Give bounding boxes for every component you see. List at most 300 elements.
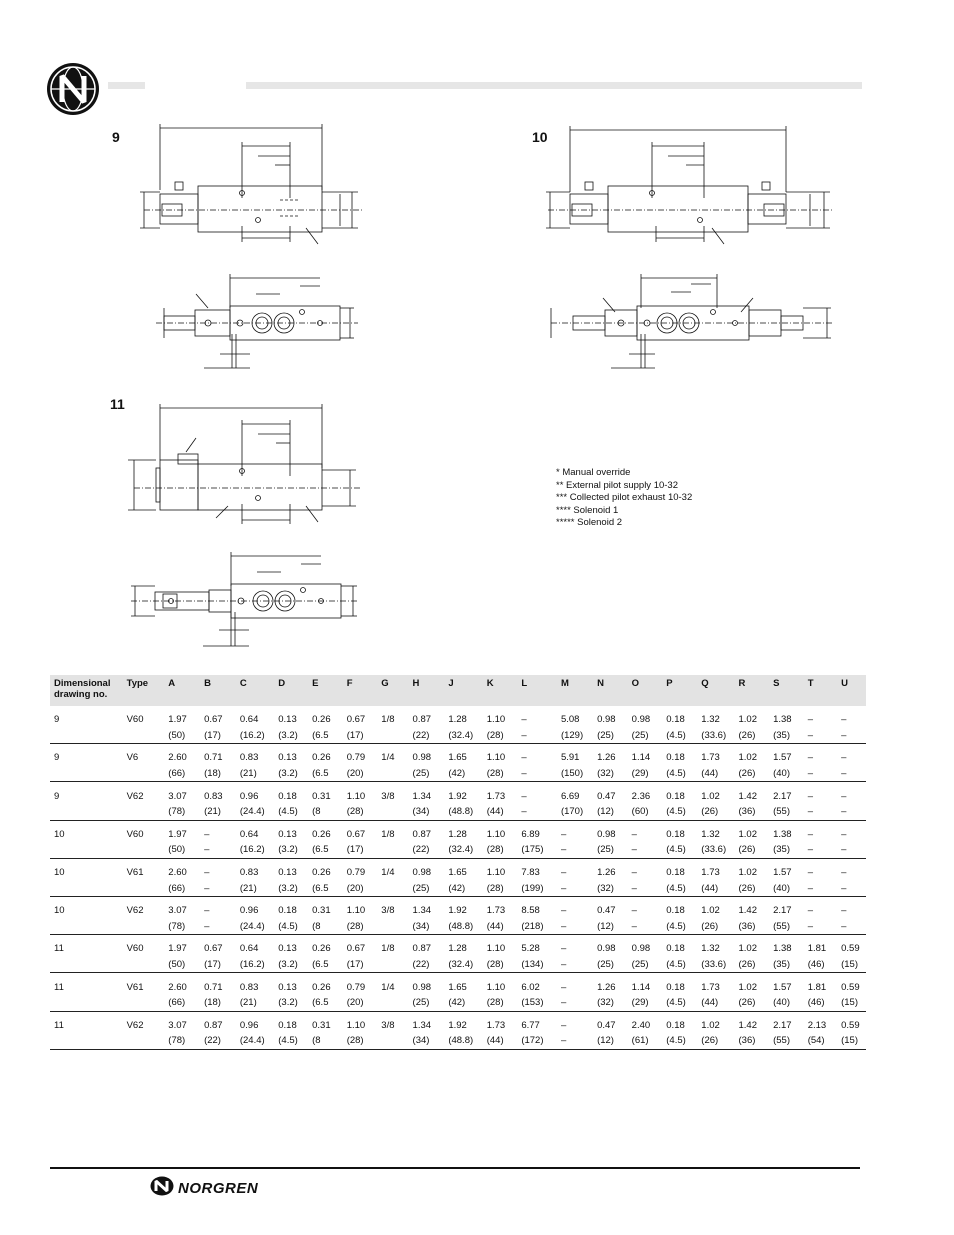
table-cell: 1/4 (381, 981, 395, 993)
table-cell: 1.92 (448, 790, 467, 802)
table-cell: 1.02 (701, 905, 720, 917)
table-cell: 0.67 (204, 943, 223, 955)
table-cell: 1.28 (448, 943, 467, 955)
table-cell: – (521, 790, 527, 802)
table-cell: 1.73 (701, 981, 720, 993)
table-cell: (22) (409, 957, 445, 973)
table-cell: V60 (126, 714, 144, 726)
table-cell: (25) (593, 957, 628, 973)
table-cell: (78) (164, 919, 200, 935)
table-cell: – (557, 919, 593, 935)
table-cell (50, 1033, 123, 1049)
table-cell: 0.71 (204, 981, 223, 993)
table-cell: – (841, 905, 847, 917)
table-cell: 10 (54, 905, 65, 917)
table-cell: – (560, 943, 567, 955)
table-cell: 0.87 (204, 1019, 223, 1031)
table-cell: 0.98 (597, 828, 616, 840)
table-cell: (28) (343, 804, 378, 820)
table-cell: (22) (409, 728, 445, 744)
table-cell: (44) (483, 804, 518, 820)
table-cell: – (628, 880, 663, 896)
table-cell: – (804, 728, 837, 744)
table-cell: (44) (697, 880, 734, 896)
table-cell: – (804, 842, 837, 858)
table-cell: 1.65 (448, 867, 467, 879)
table-cell: (60) (628, 804, 663, 820)
table-cell: (28) (343, 1033, 378, 1049)
table-cell: 0.13 (278, 867, 297, 879)
table-cell: (55) (769, 1033, 804, 1049)
table-cell: 0.26 (312, 867, 331, 879)
table-cell: (26) (735, 728, 770, 744)
table-cell: – (841, 752, 847, 764)
table-cell: 0.18 (666, 790, 685, 802)
table-cell: 1.81 (807, 943, 827, 955)
drawing-11-top-view (125, 550, 365, 650)
table-cell (123, 995, 165, 1011)
table-cell: V62 (126, 905, 144, 917)
table-cell: (66) (164, 880, 200, 896)
table-cell: 1.26 (597, 981, 616, 993)
table-cell: 1/8 (381, 714, 395, 726)
table-cell: 0.18 (666, 905, 685, 917)
table-cell (123, 1033, 165, 1049)
table-cell: 0.13 (278, 981, 297, 993)
table-cell: – (204, 905, 210, 917)
table-cell: – (521, 752, 527, 764)
table-cell: (54) (804, 1033, 837, 1049)
table-cell: (26) (735, 766, 770, 782)
table-cell: 1.02 (738, 867, 757, 879)
table-cell: 0.26 (312, 828, 331, 840)
table-cell: (33.6) (697, 957, 734, 973)
table-cell: (36) (735, 1033, 770, 1049)
table-cell: V62 (126, 1019, 144, 1031)
table-row (50, 744, 866, 766)
table-row-metric (50, 842, 866, 858)
table-cell: (3.2) (274, 880, 308, 896)
table-cell: (24.4) (236, 919, 274, 935)
table-cell: (8 (308, 919, 343, 935)
table-cell: 1.02 (738, 943, 757, 955)
table-cell: 1.10 (486, 752, 506, 764)
table-cell: 9 (54, 790, 60, 802)
table-cell: 6.02 (521, 981, 540, 993)
table-cell: (16.2) (236, 842, 274, 858)
table-cell: (199) (517, 880, 557, 896)
table-cell: 6.69 (560, 790, 580, 802)
table-cell (123, 919, 165, 935)
table-cell (377, 880, 408, 896)
table-cell (50, 804, 123, 820)
table-cell: (44) (697, 995, 734, 1011)
table-cell: (40) (769, 995, 804, 1011)
table-cell: (36) (735, 919, 770, 935)
table-cell: – (631, 867, 637, 879)
table-cell: 1.32 (701, 828, 720, 840)
table-cell: (26) (697, 919, 734, 935)
table-cell: (25) (409, 880, 445, 896)
table-cell: 11 (54, 1019, 64, 1031)
table-cell: (28) (483, 728, 518, 744)
table-cell: 0.79 (346, 752, 366, 764)
table-cell: (15) (837, 957, 866, 973)
table-cell: (150) (557, 766, 593, 782)
table-cell: (4.5) (662, 880, 697, 896)
table-cell: 1.10 (486, 714, 506, 726)
table-cell: 0.26 (312, 714, 331, 726)
table-cell: 0.31 (312, 905, 331, 917)
table-cell (123, 842, 165, 858)
table-cell: 0.18 (278, 905, 297, 917)
table-cell: 8.58 (521, 905, 540, 917)
table-cell: (42) (444, 880, 482, 896)
legend-notes (556, 467, 692, 530)
table-cell: – (560, 981, 567, 993)
table-cell: (21) (236, 995, 274, 1011)
table-cell: – (557, 880, 593, 896)
table-cell: – (557, 1033, 593, 1049)
table-cell: (40) (769, 766, 804, 782)
table-cell: 0.59 (841, 1019, 860, 1031)
table-cell: (25) (593, 842, 628, 858)
table-cell: (4.5) (274, 804, 308, 820)
table-cell: – (517, 804, 557, 820)
table-cell: 1.28 (448, 714, 467, 726)
table-cell: (170) (557, 804, 593, 820)
footer-rule (50, 1167, 860, 1169)
note-collected-pilot-exhaust: *** Collected pilot exhaust 10-32 (556, 492, 693, 504)
table-cell: – (804, 766, 837, 782)
table-cell: (42) (444, 766, 482, 782)
table-cell: (34) (409, 1033, 445, 1049)
table-cell: (4.5) (662, 1033, 697, 1049)
table-cell: 1.73 (701, 867, 720, 879)
table-cell: (26) (697, 804, 734, 820)
table-cell: 0.13 (278, 752, 297, 764)
table-body (50, 706, 866, 1049)
column-header: N (593, 675, 628, 706)
table-cell: (4.5) (274, 1033, 308, 1049)
table-cell: (26) (697, 1033, 734, 1049)
table-cell (123, 766, 165, 782)
table-cell: 5.08 (560, 714, 580, 726)
table-cell: 0.83 (204, 790, 223, 802)
table-cell: 1.42 (738, 905, 757, 917)
table-cell: (28) (483, 766, 518, 782)
table-cell: – (557, 995, 593, 1011)
table-cell: – (837, 880, 866, 896)
table-cell: (25) (409, 995, 445, 1011)
table-cell: (24.4) (236, 1033, 274, 1049)
table-cell: 3/8 (381, 905, 395, 917)
table-cell (50, 995, 123, 1011)
table-cell: 1.57 (773, 867, 792, 879)
column-header: D (274, 675, 308, 706)
table-cell (377, 957, 408, 973)
table-cell (123, 728, 165, 744)
table-cell: 0.47 (597, 1019, 616, 1031)
table-cell: 0.96 (239, 790, 259, 802)
table-cell: (25) (593, 728, 628, 744)
table-cell: (48.8) (444, 804, 482, 820)
table-cell: 0.98 (412, 867, 432, 879)
table-cell: (6.5 (308, 728, 343, 744)
figure-number-10: 10 (532, 129, 548, 145)
table-cell: (4.5) (662, 957, 697, 973)
table-cell: – (807, 905, 813, 917)
table-cell: 0.96 (239, 905, 259, 917)
table-cell: 1.34 (412, 905, 432, 917)
table-cell: (32) (593, 880, 628, 896)
table-cell: 5.91 (560, 752, 580, 764)
table-cell: (28) (483, 957, 518, 973)
table-row (50, 706, 866, 728)
table-cell: 0.83 (239, 867, 259, 879)
table-cell: (4.5) (274, 919, 308, 935)
table-cell: 0.18 (666, 752, 685, 764)
table-cell: 3/8 (381, 1019, 395, 1031)
table-cell (50, 728, 123, 744)
table-cell: (32.4) (444, 728, 482, 744)
table-row (50, 1011, 866, 1033)
table-cell: (3.2) (274, 766, 308, 782)
figure-number-9: 9 (112, 129, 120, 145)
table-cell: (35) (769, 957, 804, 973)
table-cell: 2.60 (168, 981, 187, 993)
table-cell: 7.83 (521, 867, 540, 879)
column-header: Type (123, 675, 165, 706)
table-cell: 1.97 (168, 943, 187, 955)
table-cell: 1.10 (486, 867, 506, 879)
table-cell: (50) (164, 728, 200, 744)
table-cell: – (628, 919, 663, 935)
table-cell: (26) (735, 957, 770, 973)
table-cell: (36) (735, 804, 770, 820)
drawing-10-side-view (540, 120, 840, 250)
table-cell: – (517, 766, 557, 782)
table-cell: (33.6) (697, 842, 734, 858)
table-cell: (32) (593, 766, 628, 782)
table-cell: 1.32 (701, 714, 720, 726)
table-cell: (12) (593, 1033, 628, 1049)
table-cell: 0.79 (346, 981, 366, 993)
column-header: O (628, 675, 663, 706)
table-row-metric (50, 957, 866, 973)
table-cell: 2.17 (773, 1019, 792, 1031)
column-header: S (769, 675, 804, 706)
table-cell: (42) (444, 995, 482, 1011)
table-cell: 1.73 (486, 905, 506, 917)
table-cell: 9 (54, 714, 60, 726)
table-cell: (22) (409, 842, 445, 858)
table-row-metric (50, 995, 866, 1011)
table-cell: (175) (517, 842, 557, 858)
table-cell: 0.64 (239, 943, 259, 955)
column-header: G (377, 675, 408, 706)
table-cell: (172) (517, 1033, 557, 1049)
table-cell: 1.02 (738, 828, 757, 840)
table-cell: 1/4 (381, 752, 395, 764)
table-cell: 0.18 (666, 714, 685, 726)
table-cell: (32.4) (444, 957, 482, 973)
table-cell: – (807, 790, 813, 802)
table-cell: 0.67 (346, 943, 366, 955)
table-cell: (21) (200, 804, 236, 820)
table-cell: (3.2) (274, 995, 308, 1011)
table-cell: – (807, 752, 813, 764)
table-cell: (17) (200, 957, 236, 973)
table-cell: 0.96 (239, 1019, 259, 1031)
table-cell: (17) (343, 957, 378, 973)
table-cell: – (804, 919, 837, 935)
table-cell: 1.38 (773, 714, 792, 726)
table-cell: 3.07 (168, 790, 187, 802)
table-cell: (25) (628, 728, 663, 744)
table-cell: 11 (54, 981, 64, 993)
table-cell: 0.87 (412, 943, 432, 955)
table-cell: 0.98 (597, 943, 616, 955)
table-cell: (34) (409, 919, 445, 935)
table-cell: (35) (769, 842, 804, 858)
table-cell: (15) (837, 1033, 866, 1049)
table-cell: 0.18 (666, 1019, 685, 1031)
table-cell: – (560, 867, 567, 879)
table-cell: – (807, 867, 813, 879)
table-cell: 0.13 (278, 943, 297, 955)
drawing-11-side-view (110, 398, 370, 528)
table-cell: – (837, 766, 866, 782)
column-header: E (308, 675, 343, 706)
table-cell: 1.10 (486, 943, 506, 955)
table-cell: – (560, 1019, 567, 1031)
table-cell: 0.13 (278, 828, 297, 840)
column-header: T (804, 675, 837, 706)
table-cell: (66) (164, 995, 200, 1011)
table-cell: (24.4) (236, 804, 274, 820)
table-cell (50, 842, 123, 858)
table-cell (377, 995, 408, 1011)
table-cell: 0.26 (312, 943, 331, 955)
table-cell (377, 804, 408, 820)
table-cell: 0.79 (346, 867, 366, 879)
table-cell: V61 (126, 981, 144, 993)
table-cell: 2.13 (807, 1019, 827, 1031)
column-header: U (837, 675, 866, 706)
table-cell: (44) (483, 1033, 518, 1049)
table-cell: (15) (837, 995, 866, 1011)
table-cell: (46) (804, 957, 837, 973)
table-cell: 0.71 (204, 752, 223, 764)
table-cell: 1.42 (738, 790, 757, 802)
table-cell: – (200, 880, 236, 896)
table-cell: (12) (593, 804, 628, 820)
table-cell (50, 766, 123, 782)
note-external-pilot-supply: ** External pilot supply 10-32 (556, 479, 678, 491)
table-cell: – (804, 804, 837, 820)
table-cell: 0.18 (666, 867, 685, 879)
column-header: F (343, 675, 378, 706)
table-cell: (48.8) (444, 919, 482, 935)
table-cell: (55) (769, 919, 804, 935)
table-cell: 1/4 (381, 867, 395, 879)
table-cell (377, 766, 408, 782)
table-cell: 11 (54, 943, 64, 955)
table-cell: 1.97 (168, 828, 187, 840)
table-cell: (26) (735, 880, 770, 896)
table-cell: (29) (628, 766, 663, 782)
table-cell: 1.28 (448, 828, 467, 840)
table-cell: 1.73 (486, 1019, 506, 1031)
table-cell: 3.07 (168, 905, 187, 917)
header-bar-left (108, 82, 145, 89)
table-row (50, 973, 866, 995)
table-cell: – (521, 714, 527, 726)
table-cell: (8 (308, 804, 343, 820)
table-cell: 1.38 (773, 943, 792, 955)
table-cell: 1.10 (486, 828, 506, 840)
table-cell: 0.18 (666, 828, 685, 840)
table-cell: 1.02 (701, 1019, 720, 1031)
table-cell (377, 1033, 408, 1049)
table-cell: 0.26 (312, 752, 331, 764)
column-header: M (557, 675, 593, 706)
brand-name: NORGREN (178, 1180, 259, 1197)
table-cell: 0.67 (346, 828, 366, 840)
table-cell: 0.18 (278, 1019, 297, 1031)
table-cell: – (807, 828, 813, 840)
column-header: H (409, 675, 445, 706)
table-cell: (22) (200, 1033, 236, 1049)
table-row (50, 858, 866, 880)
table-cell: – (837, 919, 866, 935)
table-cell: (8 (308, 1033, 343, 1049)
table-cell: 2.36 (631, 790, 651, 802)
table-cell: (48.8) (444, 1033, 482, 1049)
table-cell: 0.83 (239, 981, 259, 993)
table-cell: 1/8 (381, 828, 395, 840)
table-cell (377, 842, 408, 858)
table-cell: (50) (164, 842, 200, 858)
dimensions-table (50, 675, 866, 1050)
table-cell (50, 919, 123, 935)
table-cell: – (557, 957, 593, 973)
table-cell: – (631, 828, 637, 840)
table-cell: (18) (200, 766, 236, 782)
table-cell: (21) (236, 880, 274, 896)
table-cell: (17) (200, 728, 236, 744)
table-cell: 1.34 (412, 790, 432, 802)
table-cell: V6 (126, 752, 139, 764)
table-cell: – (560, 905, 567, 917)
table-cell: (26) (735, 842, 770, 858)
table-cell: (4.5) (662, 919, 697, 935)
table-row (50, 820, 866, 842)
table-cell: – (631, 905, 637, 917)
table-cell: (3.2) (274, 957, 308, 973)
table-cell: (17) (343, 728, 378, 744)
table-cell: 1.02 (701, 790, 720, 802)
table-cell: (32) (593, 995, 628, 1011)
table-cell: 10 (54, 828, 65, 840)
figure-number-11: 11 (110, 396, 125, 412)
table-row (50, 896, 866, 918)
table-cell: (4.5) (662, 804, 697, 820)
table-cell: 1.10 (346, 790, 366, 802)
table-cell: – (804, 880, 837, 896)
table-cell: 1.26 (597, 752, 616, 764)
